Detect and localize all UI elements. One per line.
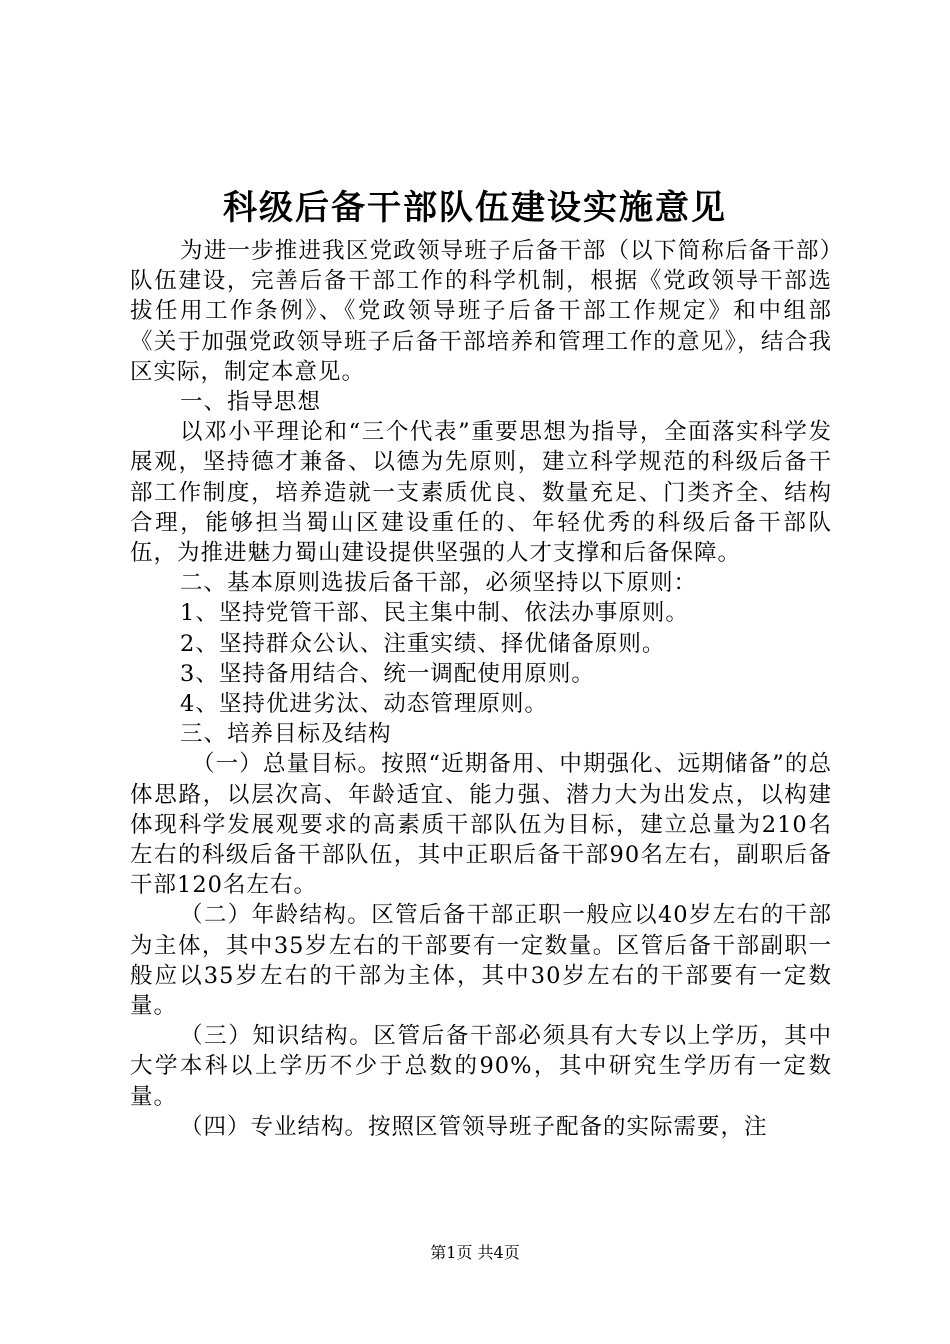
total-goal-paragraph: （一）总量目标。按照“近期备用、中期强化、远期储备”的总体思路，以层次高、年龄适宜、能力强、潜力大为出发点，以构建体现科学发展观要求的高素质干部队伍为目标，建立总量为210名左右的科级后备干部队伍，其中正职后备干部90名左右，副职后备干部120名左右。 <box>130 751 832 899</box>
principle-item-2: 2、坚持群众公认、注重实绩、择优储备原则。 <box>180 630 666 657</box>
section-heading-guiding-ideology: 一、指导思想 <box>180 389 322 416</box>
document-body <box>130 236 832 1142</box>
guiding-ideology-paragraph: 以邓小平理论和“三个代表”重要思想为指导，全面落实科学发展观，坚持德才兼备、以德为先原则，建立科学规范的科级后备干部工作制度，培养造就一支素质优良、数量充足、门类齐全、结构合理，能够担当蜀山区建设重任的、年轻优秀的科级后备干部队伍，为推进魅力蜀山建设提供坚强的人才支撑和后备保障。 <box>130 419 832 567</box>
document-title: 科级后备干部队伍建设实施意见 <box>223 188 727 228</box>
principle-item-3: 3、坚持备用结合、统一调配使用原则。 <box>180 660 595 687</box>
page-number-footer: 第1页 共4页 <box>430 1243 520 1262</box>
principle-item-4: 4、坚持优进劣汰、动态管理原则。 <box>180 691 548 718</box>
intro-paragraph: 为进一步推进我区党政领导班子后备干部（以下简称后备干部）队伍建设，完善后备干部工作的科学机制，根据《党政领导干部选拔任用工作条例》、《党政领导班子后备干部工作规定》和中组部《关于加强党政领导班子后备干部培养和管理工作的意见》，结合我区实际，制定本意见。 <box>130 238 832 385</box>
professional-structure-paragraph: （四）专业结构。按照区管领导班子配备的实际需要，注 <box>180 1113 768 1140</box>
section-heading-goals-structure: 三、培养目标及结构 <box>180 721 392 748</box>
principle-item-1: 1、坚持党管干部、民主集中制、依法办事原则。 <box>180 600 689 627</box>
section-heading-basic-principles: 二、基本原则选拔后备干部，必须坚持以下原则： <box>180 570 698 597</box>
age-structure-paragraph: （二）年龄结构。区管后备干部正职一般应以40岁左右的干部为主体，其中35岁左右的干部要有一定数量。区管后备干部副职一般应以35岁左右的干部为主体，其中30岁左右的干部要有一定数量。 <box>130 902 832 1020</box>
knowledge-structure-paragraph: （三）知识结构。区管后备干部必须具有大专以上学历，其中大学本科以上学历不少于总数的90%，其中研究生学历有一定数量。 <box>130 1023 832 1110</box>
